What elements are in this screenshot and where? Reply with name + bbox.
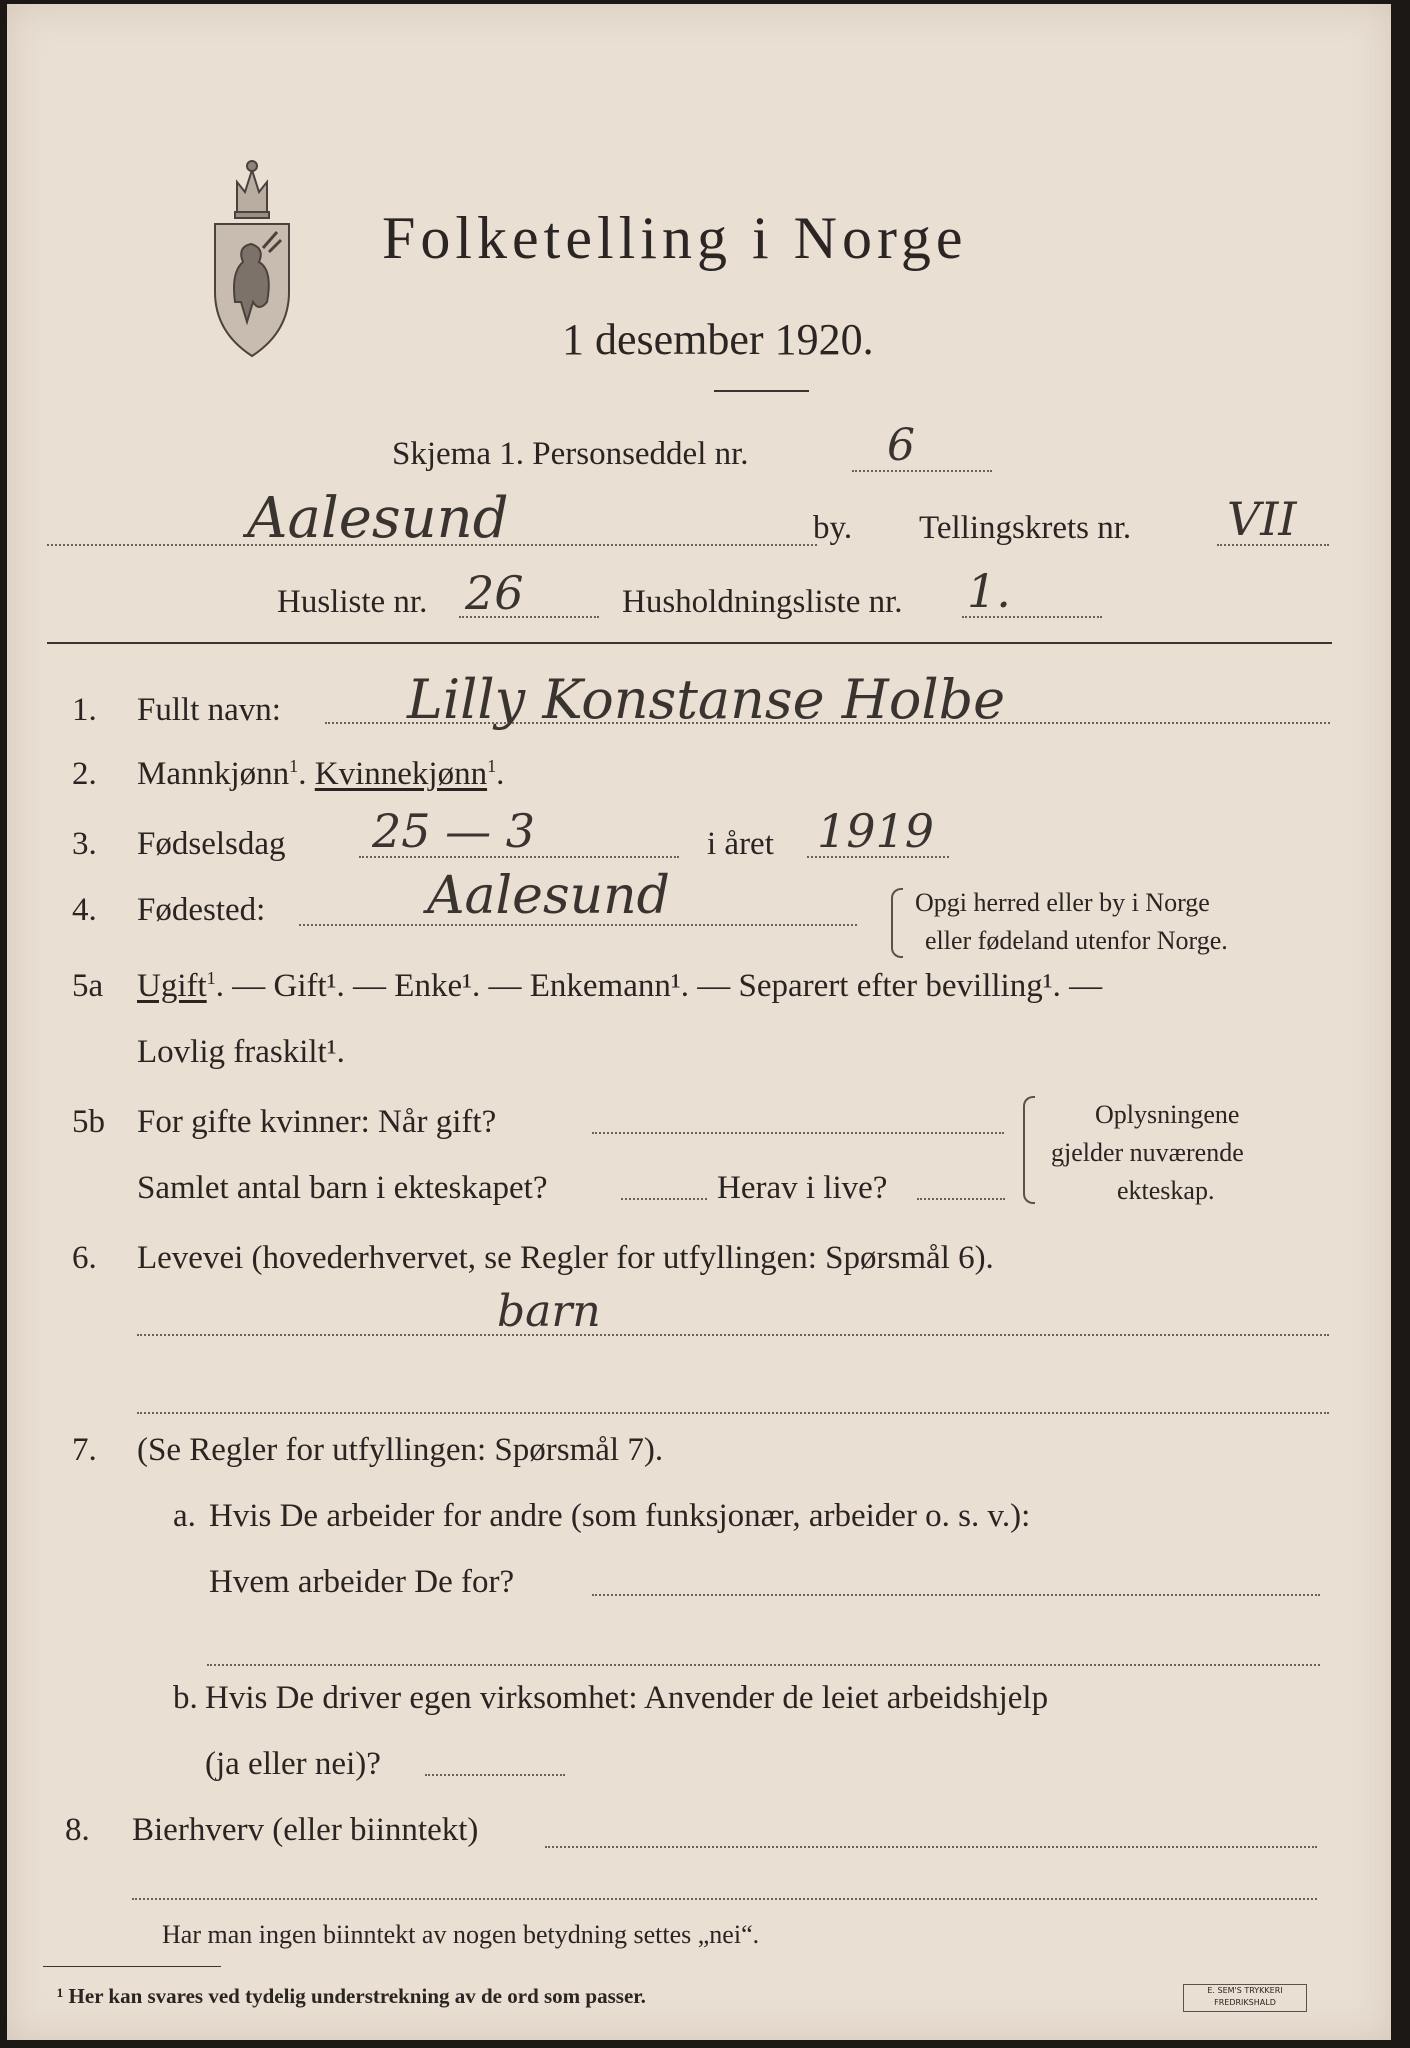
q5b-line-3 bbox=[917, 1198, 1005, 1200]
q3-year-value: 1919 bbox=[817, 804, 935, 858]
q8-line-1 bbox=[545, 1846, 1317, 1848]
q7b-label: Hvis De driver egen virksomhet: Anvender de leiet arbeidshjelp bbox=[205, 1680, 1049, 1716]
q5b-line-2 bbox=[621, 1198, 707, 1200]
q5b-label-3: Herav i live? bbox=[717, 1170, 888, 1206]
footnote-divider bbox=[43, 1966, 221, 1967]
district-value: VII bbox=[1227, 492, 1297, 546]
q4-value: Aalesund bbox=[427, 866, 670, 926]
q4-brace bbox=[891, 888, 903, 958]
q5b-label-2: Samlet antal barn i ekteskapet? bbox=[137, 1170, 548, 1206]
q7a-letter: a. bbox=[173, 1498, 196, 1534]
schema-label: Skjema 1. Personseddel nr. bbox=[392, 436, 749, 472]
q5a-rest: — Gift¹. — Enke¹. — Enkemann¹. — Separert efter bevilling¹. — bbox=[232, 968, 1103, 1004]
q2-male: Mannkjønn bbox=[137, 756, 290, 792]
q2-options: Mannkjønn$^1$. Kvinnekjønn$^1$. bbox=[137, 756, 505, 792]
q4-note-1: Opgi herred eller by i Norge bbox=[915, 888, 1210, 917]
q8-note: Har man ingen biinntekt av nogen betydning settes „nei“. bbox=[162, 1920, 760, 1949]
q5b-line-1 bbox=[592, 1132, 1004, 1134]
q6-value: barn bbox=[497, 1286, 601, 1337]
q1-number: 1. bbox=[72, 692, 97, 728]
schema-value: 6 bbox=[887, 420, 915, 471]
q7a-label: Hvis De arbeider for andre (som funksjonær, arbeider o. s. v.): bbox=[209, 1498, 1031, 1534]
printer-name: E. SEM'S TRYKKERI bbox=[1207, 1986, 1283, 1995]
q6-label: Levevei (hovederhvervet, se Regler for utfyllingen: Spørsmål 6). bbox=[137, 1240, 994, 1276]
q3-number: 3. bbox=[72, 826, 97, 862]
q5a-number: 5a bbox=[72, 968, 104, 1004]
title-divider bbox=[714, 390, 809, 392]
q5b-note-3: ekteskap. bbox=[1117, 1176, 1215, 1205]
form-title: Folketelling i Norge bbox=[382, 205, 968, 271]
q4-note-2: eller fødeland utenfor Norge. bbox=[925, 926, 1228, 955]
q8-label: Bierhverv (eller biinntekt) bbox=[132, 1812, 479, 1848]
q5b-note-2: gjelder nuværende bbox=[1051, 1138, 1244, 1167]
city-value: Aalesund bbox=[247, 486, 509, 551]
q2-female: Kvinnekjønn bbox=[314, 756, 488, 792]
q5a-options: Ugift$^1$. — Gift¹. — Enke¹. — Enkemann¹. — Separert efter bevilling¹. — bbox=[137, 968, 1103, 1004]
schema-value-line bbox=[852, 470, 992, 472]
q5b-label-1: For gifte kvinner: Når gift? bbox=[137, 1104, 497, 1140]
q5a-line2: Lovlig fraskilt¹. bbox=[137, 1034, 345, 1070]
q7b-line bbox=[425, 1774, 565, 1776]
footnote: ¹ Her kan svares ved tydelig understrekning av de ord som passer. bbox=[57, 1984, 646, 2008]
header-divider bbox=[47, 642, 1332, 644]
census-date: 1 desember 1920. bbox=[562, 315, 874, 364]
q7a-line-1 bbox=[592, 1594, 1320, 1596]
q2-number: 2. bbox=[72, 756, 97, 792]
q7a-line-2 bbox=[207, 1664, 1320, 1666]
household-label: Husholdningsliste nr. bbox=[622, 584, 903, 620]
printer-stamp bbox=[1183, 1984, 1307, 2012]
q5b-note-1: Oplysningene bbox=[1095, 1100, 1240, 1129]
q3-value: 25 — 3 bbox=[372, 804, 536, 858]
q1-label: Fullt navn: bbox=[137, 692, 281, 728]
q4-number: 4. bbox=[72, 892, 97, 928]
q8-line-2 bbox=[132, 1898, 1317, 1900]
q7-label: (Se Regler for utfyllingen: Spørsmål 7). bbox=[137, 1432, 664, 1468]
house-label: Husliste nr. bbox=[277, 584, 428, 620]
census-form-sheet bbox=[7, 4, 1391, 2040]
q5b-number: 5b bbox=[72, 1104, 105, 1140]
household-value: 1. bbox=[967, 564, 1011, 618]
printer-town: FREDRIKSHALD bbox=[1214, 1998, 1276, 2007]
q7a-label-2: Hvem arbeider De for? bbox=[209, 1564, 515, 1600]
q1-value: Lilly Konstanse Holbe bbox=[407, 668, 1006, 731]
q6-line-2 bbox=[137, 1412, 1329, 1414]
q4-label: Fødested: bbox=[137, 892, 266, 928]
q7b-letter: b. bbox=[173, 1680, 198, 1716]
q3-label: Fødselsdag bbox=[137, 826, 286, 862]
district-label: Tellingskrets nr. bbox=[919, 510, 1132, 546]
norwegian-coat-of-arms-icon bbox=[207, 152, 297, 358]
house-value: 26 bbox=[465, 566, 524, 620]
q8-number: 8. bbox=[65, 1812, 90, 1848]
q5a-ugift: Ugift bbox=[137, 968, 207, 1004]
q6-number: 6. bbox=[72, 1240, 97, 1276]
city-suffix: by. bbox=[813, 510, 853, 546]
q7b-label-2: (ja eller nei)? bbox=[205, 1746, 381, 1782]
q3-year-label: i året bbox=[707, 826, 774, 862]
q5b-brace bbox=[1023, 1096, 1035, 1204]
q7-number: 7. bbox=[72, 1432, 97, 1468]
q6-line-1 bbox=[137, 1334, 1329, 1336]
